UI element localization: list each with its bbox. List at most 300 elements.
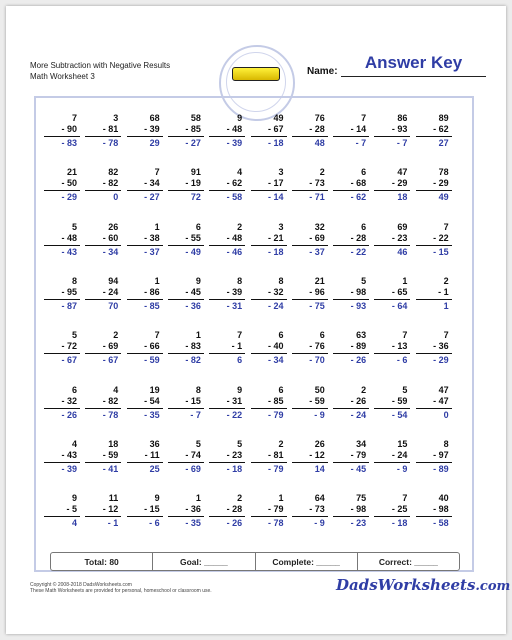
answer-line xyxy=(333,245,369,246)
answer: 72 xyxy=(190,192,201,203)
answer: - 34 xyxy=(102,246,119,257)
minuend: 9 xyxy=(237,384,243,395)
problem-item xyxy=(127,439,163,475)
subtrahend: - 90 xyxy=(61,124,77,134)
problem-item xyxy=(333,493,369,529)
problem-item xyxy=(209,493,245,529)
answer-line xyxy=(251,136,287,137)
subtrahend: - 38 xyxy=(144,232,160,243)
minuend: 4 xyxy=(113,384,119,395)
answer: 0 xyxy=(113,192,119,203)
problem-item xyxy=(44,113,80,149)
problem-item xyxy=(168,113,204,149)
answer: - 29 xyxy=(433,355,449,366)
minuend: 82 xyxy=(108,167,119,178)
answer: - 9 xyxy=(396,463,408,474)
answer: - 37 xyxy=(144,246,160,257)
problem-item xyxy=(374,330,410,366)
minuend: 11 xyxy=(108,493,119,504)
answer: 49 xyxy=(438,192,449,203)
problem-item xyxy=(292,385,328,421)
answer: - 1 xyxy=(107,518,119,529)
answer: - 9 xyxy=(314,518,325,529)
answer-line xyxy=(292,299,328,300)
minuend: 75 xyxy=(356,493,367,504)
minuend: 2 xyxy=(361,384,367,395)
minuend: 6 xyxy=(361,167,367,178)
subtrahend: - 17 xyxy=(267,178,284,189)
answer-line xyxy=(44,190,80,191)
answer: - 85 xyxy=(144,300,160,311)
minuend: 8 xyxy=(278,275,284,286)
answer: 14 xyxy=(314,463,325,474)
answer-line xyxy=(168,136,204,137)
problem-item xyxy=(292,167,328,203)
answer: 1 xyxy=(443,300,449,311)
minuend: 1 xyxy=(402,275,408,286)
answer-line xyxy=(333,408,369,409)
answer: - 18 xyxy=(267,246,284,257)
answer: - 27 xyxy=(144,192,160,203)
answer: - 26 xyxy=(61,409,77,420)
answer-line xyxy=(209,136,245,137)
subtrahend: - 28 xyxy=(226,504,243,515)
minuend: 7 xyxy=(402,493,408,504)
problem-item xyxy=(333,222,369,258)
problem-item xyxy=(127,385,163,421)
logo-part-com: .com xyxy=(475,579,511,594)
answer-line xyxy=(374,462,410,463)
answer: - 78 xyxy=(267,518,284,529)
answer-line xyxy=(374,190,410,191)
answer: - 83 xyxy=(61,138,77,148)
answer-line xyxy=(168,245,204,246)
problem-item xyxy=(209,439,245,475)
answer-line xyxy=(292,245,328,246)
problem-item xyxy=(85,439,121,475)
answer-line xyxy=(85,516,121,517)
answer-line xyxy=(209,299,245,300)
subtrahend: - 48 xyxy=(61,232,77,243)
minuend: 7 xyxy=(361,113,367,123)
answer-line xyxy=(127,136,163,137)
subtrahend: - 28 xyxy=(309,124,325,134)
answer-line xyxy=(416,462,452,463)
answer-line xyxy=(292,462,328,463)
answer: - 67 xyxy=(61,355,77,366)
problem-item xyxy=(251,493,287,529)
usage-line: These Math Worksheets are provided for personal, homeschool or classroom use. xyxy=(30,588,212,594)
answer: - 36 xyxy=(185,300,201,311)
minuend: 18 xyxy=(108,438,119,449)
problem-item xyxy=(416,439,452,475)
problem-item xyxy=(85,493,121,529)
answer: - 43 xyxy=(61,246,77,257)
subtrahend: - 5 xyxy=(66,504,77,515)
subtrahend: - 14 xyxy=(350,124,367,134)
minuend: 5 xyxy=(195,438,201,449)
answer: - 37 xyxy=(309,246,325,257)
answer-line xyxy=(168,353,204,354)
answer: - 45 xyxy=(350,463,367,474)
subtrahend: - 36 xyxy=(433,341,449,352)
answer-line xyxy=(251,353,287,354)
answer-line xyxy=(209,462,245,463)
problem-item xyxy=(292,113,328,149)
subtrahend: - 26 xyxy=(350,395,367,406)
answer-line xyxy=(209,353,245,354)
answer: 48 xyxy=(314,138,325,148)
problem-item xyxy=(292,222,328,258)
subtrahend: - 54 xyxy=(144,395,160,406)
title-line: More Subtraction with Negative Results xyxy=(30,61,171,70)
answer: 0 xyxy=(443,409,449,420)
problem-item xyxy=(251,330,287,366)
minuend: 63 xyxy=(356,330,367,341)
problem-item xyxy=(44,167,80,203)
answer-line xyxy=(333,353,369,354)
goal-cell: Goal: _____ xyxy=(152,553,254,570)
minuend: 47 xyxy=(397,167,408,178)
problem-item xyxy=(127,330,163,366)
subtrahend: - 66 xyxy=(144,341,160,352)
answer: - 6 xyxy=(149,518,160,529)
subtrahend: - 81 xyxy=(267,449,284,460)
minuend: 78 xyxy=(438,167,449,178)
answer-line xyxy=(333,516,369,517)
problem-item xyxy=(251,385,287,421)
problem-item xyxy=(292,493,328,529)
subtrahend: - 98 xyxy=(350,504,367,515)
minuend: 9 xyxy=(237,113,243,123)
answer: - 23 xyxy=(350,518,367,529)
answer: - 58 xyxy=(226,192,243,203)
subtrahend: - 73 xyxy=(309,504,325,515)
subtrahend: - 79 xyxy=(267,504,284,515)
minuend: 49 xyxy=(273,113,284,123)
minuend: 9 xyxy=(195,275,201,286)
answer-line xyxy=(44,408,80,409)
answer-line xyxy=(251,516,287,517)
minuend: 1 xyxy=(195,493,201,504)
answer-line xyxy=(416,353,452,354)
minuend: 9 xyxy=(154,493,160,504)
subtrahend: - 69 xyxy=(309,232,325,243)
answer-line xyxy=(44,353,80,354)
subtrahend: - 40 xyxy=(267,341,284,352)
minuend: 3 xyxy=(278,167,284,178)
answer: - 7 xyxy=(396,138,408,148)
answer: - 26 xyxy=(350,355,367,366)
minuend: 34 xyxy=(356,438,367,449)
minuend: 6 xyxy=(278,384,284,395)
minuend: 2 xyxy=(237,221,243,232)
answer-line xyxy=(127,408,163,409)
problem-item xyxy=(333,330,369,366)
answer-line xyxy=(374,299,410,300)
subtrahend: - 82 xyxy=(102,178,119,189)
problem-item xyxy=(44,439,80,475)
subtrahend: - 23 xyxy=(391,232,408,243)
minuend: 91 xyxy=(190,167,201,178)
answer-line xyxy=(85,136,121,137)
problem-item xyxy=(168,222,204,258)
problem-item xyxy=(333,276,369,312)
problem-item xyxy=(44,493,80,529)
subtrahend: - 62 xyxy=(226,178,243,189)
minuend: 69 xyxy=(397,221,408,232)
problem-item xyxy=(85,113,121,149)
subtrahend: - 32 xyxy=(61,395,77,406)
problem-item xyxy=(168,439,204,475)
answer-line xyxy=(333,136,369,137)
copyright-notice xyxy=(30,582,212,594)
problem-item xyxy=(168,385,204,421)
answer-key-text: Answer Key xyxy=(364,53,463,72)
answer: - 31 xyxy=(226,300,243,311)
subtrahend: - 13 xyxy=(391,341,408,352)
answer-line xyxy=(168,516,204,517)
answer: - 26 xyxy=(226,518,243,529)
problem-item xyxy=(127,167,163,203)
subtrahend: - 31 xyxy=(226,395,243,406)
answer-line xyxy=(127,190,163,191)
subtrahend: - 86 xyxy=(144,286,160,297)
answer-line xyxy=(292,516,328,517)
answer-line xyxy=(416,245,452,246)
subtrahend: - 73 xyxy=(309,178,325,189)
answer: - 93 xyxy=(350,300,367,311)
answer: - 78 xyxy=(102,409,119,420)
subtrahend: - 22 xyxy=(433,232,449,243)
answer-line xyxy=(127,353,163,354)
problem-item xyxy=(44,330,80,366)
total-cell: Total: 80 xyxy=(84,556,119,567)
problem-item xyxy=(292,276,328,312)
problem-item xyxy=(416,222,452,258)
answer: - 7 xyxy=(190,409,201,420)
minuend: 2 xyxy=(443,275,449,286)
problem-item xyxy=(251,439,287,475)
subtrahend: - 59 xyxy=(309,395,325,406)
subtrahend: - 83 xyxy=(185,341,201,352)
problem-item xyxy=(85,276,121,312)
subtrahend: - 74 xyxy=(185,449,201,460)
answer: 29 xyxy=(149,138,160,148)
minuend: 7 xyxy=(443,221,449,232)
answer-line xyxy=(85,353,121,354)
answer-line xyxy=(209,408,245,409)
problem-item xyxy=(251,113,287,149)
minuend: 21 xyxy=(66,167,77,178)
problem-item xyxy=(127,222,163,258)
answer-line xyxy=(374,408,410,409)
answer: - 78 xyxy=(102,138,119,148)
subtrahend: - 28 xyxy=(350,232,367,243)
minuend: 7 xyxy=(443,330,449,341)
problem-item xyxy=(44,276,80,312)
minuend: 1 xyxy=(278,493,284,504)
subtrahend: - 93 xyxy=(391,124,408,134)
subtrahend: - 23 xyxy=(226,449,243,460)
subtrahend: - 32 xyxy=(267,286,284,297)
minuend: 6 xyxy=(278,330,284,341)
minuend: 94 xyxy=(108,275,119,286)
answer-line xyxy=(374,136,410,137)
answer-line xyxy=(85,190,121,191)
answer-line xyxy=(168,299,204,300)
minuend: 7 xyxy=(154,167,160,178)
problem-item xyxy=(127,493,163,529)
minuend: 40 xyxy=(438,493,449,504)
subtitle-line: Math Worksheet 3 xyxy=(30,72,95,81)
subtrahend: - 48 xyxy=(226,124,243,134)
subtrahend: - 89 xyxy=(350,341,367,352)
answer: - 79 xyxy=(267,409,284,420)
subtrahend: - 67 xyxy=(267,124,284,134)
minuend: 50 xyxy=(314,384,325,395)
problem-item xyxy=(333,385,369,421)
problem-item xyxy=(209,330,245,366)
answer-line xyxy=(333,299,369,300)
minuend: 1 xyxy=(154,275,160,286)
problem-item xyxy=(374,276,410,312)
minuend: 4 xyxy=(71,438,77,449)
answer: - 41 xyxy=(102,463,119,474)
answer: - 89 xyxy=(433,463,449,474)
answer-line xyxy=(374,353,410,354)
answer: - 7 xyxy=(355,138,367,148)
answer-line xyxy=(44,299,80,300)
answer: - 27 xyxy=(185,138,201,148)
minuend: 5 xyxy=(237,438,243,449)
minuend: 1 xyxy=(195,330,201,341)
problem-item xyxy=(333,167,369,203)
site-logo xyxy=(336,576,510,594)
answer-line xyxy=(127,299,163,300)
subtrahend: - 39 xyxy=(144,124,160,134)
answer: 6 xyxy=(237,355,243,366)
answer: - 39 xyxy=(61,463,77,474)
subtrahend: - 34 xyxy=(144,178,160,189)
minuend: 6 xyxy=(319,330,325,341)
problem-item xyxy=(416,113,452,149)
answer-line xyxy=(333,462,369,463)
subtrahend: - 11 xyxy=(144,449,160,460)
subtrahend: - 82 xyxy=(102,395,119,406)
minuend: 5 xyxy=(71,221,77,232)
problem-item xyxy=(127,113,163,149)
answer-line xyxy=(374,516,410,517)
minuend: 19 xyxy=(149,384,160,395)
answer-line xyxy=(168,408,204,409)
minuend: 8 xyxy=(237,275,243,286)
answer-line xyxy=(416,190,452,191)
answer-line xyxy=(416,408,452,409)
answer: - 15 xyxy=(433,246,449,257)
subtrahend: - 72 xyxy=(61,341,77,352)
answer: - 54 xyxy=(391,409,408,420)
subtrahend: - 98 xyxy=(433,504,449,515)
score-footer xyxy=(50,552,460,571)
answer: - 24 xyxy=(267,300,284,311)
answer: - 18 xyxy=(226,463,243,474)
answer-line xyxy=(44,516,80,517)
problem-item xyxy=(416,276,452,312)
answer: - 29 xyxy=(61,192,77,203)
answer: - 70 xyxy=(309,355,325,366)
minuend: 32 xyxy=(314,221,325,232)
problem-item xyxy=(333,113,369,149)
answer: - 75 xyxy=(309,300,325,311)
problem-item xyxy=(85,167,121,203)
subtrahend: - 12 xyxy=(102,504,119,515)
answer: - 39 xyxy=(226,138,243,148)
problem-item xyxy=(209,276,245,312)
problem-item xyxy=(85,385,121,421)
answer-line xyxy=(127,516,163,517)
problem-item xyxy=(251,276,287,312)
answer-line xyxy=(416,136,452,137)
minuend: 1 xyxy=(154,221,160,232)
subtrahend: - 36 xyxy=(185,504,201,515)
answer-line xyxy=(127,462,163,463)
subtrahend: - 95 xyxy=(61,286,77,297)
problem-item xyxy=(209,385,245,421)
minuend: 6 xyxy=(71,384,77,395)
answer: 4 xyxy=(71,518,77,529)
answer: - 46 xyxy=(226,246,243,257)
answer-line xyxy=(251,190,287,191)
answer: - 71 xyxy=(309,192,325,203)
subtrahend: - 29 xyxy=(391,178,408,189)
problem-item xyxy=(292,439,328,475)
answer-line xyxy=(416,516,452,517)
minuend: 86 xyxy=(397,113,408,123)
minuend: 5 xyxy=(402,384,408,395)
answer-line xyxy=(168,190,204,191)
subtrahend: - 29 xyxy=(433,178,449,189)
minuend: 58 xyxy=(190,113,201,123)
answer-line xyxy=(292,190,328,191)
minuend: 21 xyxy=(314,275,325,286)
subtrahend: - 39 xyxy=(226,286,243,297)
problem-item xyxy=(416,330,452,366)
minuend: 6 xyxy=(195,221,201,232)
problem-item xyxy=(209,113,245,149)
minuend: 2 xyxy=(113,330,119,341)
answer-line xyxy=(251,408,287,409)
subtrahend: - 62 xyxy=(433,124,449,134)
answer: 25 xyxy=(149,463,160,474)
subtrahend: - 85 xyxy=(185,124,201,134)
gold-bar-icon xyxy=(232,67,280,81)
answer-line xyxy=(292,136,328,137)
subtrahend: - 96 xyxy=(309,286,325,297)
minuend: 3 xyxy=(113,113,119,123)
minuend: 26 xyxy=(108,221,119,232)
problem-item xyxy=(251,222,287,258)
correct-cell: Correct: _____ xyxy=(357,553,459,570)
answer-line xyxy=(209,190,245,191)
minuend: 5 xyxy=(361,275,367,286)
minuend: 7 xyxy=(237,330,243,341)
answer: - 24 xyxy=(350,409,367,420)
answer: - 62 xyxy=(350,192,367,203)
minuend: 5 xyxy=(71,330,77,341)
answer: - 6 xyxy=(396,355,408,366)
minuend: 6 xyxy=(361,221,367,232)
